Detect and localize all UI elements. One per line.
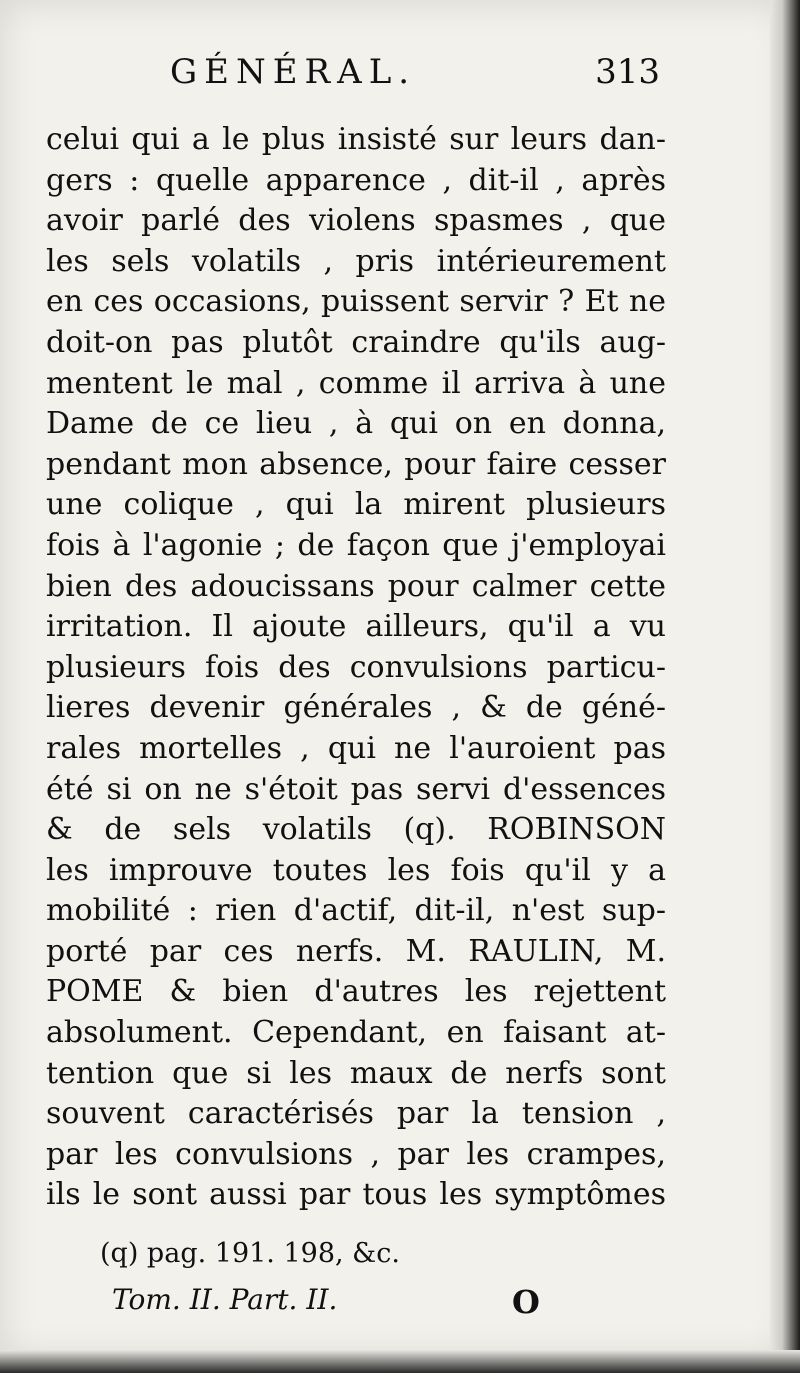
text-line: en ces occasions, puissent servir ? Et ne bbox=[46, 284, 666, 320]
body-text bbox=[46, 120, 666, 1216]
text-line: souvent caractérisés par la tension , bbox=[46, 1096, 666, 1132]
text-line: été si on ne s'étoit pas servi d'essences bbox=[46, 771, 666, 807]
text-line: celui qui a le plus insisté sur leurs dan- bbox=[46, 122, 666, 157]
page-header bbox=[170, 52, 660, 96]
text-line: rales mortelles , qui ne l'auroient pas bbox=[46, 730, 666, 766]
footnote: (q) pag. 191. 198, &c. bbox=[100, 1238, 400, 1269]
page-edge-right bbox=[770, 0, 800, 1373]
page-edge-bottom bbox=[0, 1350, 800, 1373]
text-line: absolument. Cependant, en faisant at- bbox=[46, 1015, 666, 1051]
text-line: plusieurs fois des convulsions particu- bbox=[46, 649, 666, 685]
text-line: ils le sont aussi par tous les symptômes bbox=[46, 1177, 666, 1213]
text-line: avoir parlé des violens spasmes , que bbox=[46, 203, 666, 239]
text-line: Dame de ce lieu , à qui on en donna, bbox=[46, 406, 666, 442]
text-line: fois à l'agonie ; de façon que j'employai bbox=[46, 527, 666, 563]
text-line: & de sels volatils (q). ROBINSON bbox=[46, 812, 666, 848]
text-line: lieres devenir générales , & de géné- bbox=[46, 690, 666, 726]
text-line: pendant mon absence, pour faire cesser bbox=[46, 446, 666, 482]
text-line: bien des adoucissans pour calmer cette bbox=[46, 568, 666, 604]
signature-line: Tom. II. Part. II. bbox=[112, 1283, 338, 1316]
text-line: tention que si les maux de nerfs sont bbox=[46, 1055, 666, 1091]
text-line: mentent le mal , comme il arriva à une bbox=[46, 365, 666, 401]
text-line: porté par ces nerfs. M. RAULIN, M. bbox=[46, 933, 666, 969]
text-line: les improuve toutes les fois qu'il y a bbox=[46, 852, 666, 888]
signature-mark: O bbox=[512, 1283, 540, 1321]
text-line: mobilité : rien d'actif, dit-il, n'est sup- bbox=[46, 893, 666, 929]
text-line: les sels volatils , pris intérieurement bbox=[46, 243, 666, 279]
text-line: une colique , qui la mirent plusieurs bbox=[46, 487, 666, 523]
page-number: 313 bbox=[595, 52, 660, 92]
running-title: GÉNÉRAL. bbox=[170, 52, 417, 92]
text-line: irritation. Il ajoute ailleurs, qu'il a vu bbox=[46, 609, 666, 645]
text-line: POME & bien d'autres les rejettent bbox=[46, 974, 666, 1010]
text-line: doit-on pas plutôt craindre qu'ils aug- bbox=[46, 324, 666, 360]
text-line: par les convulsions , par les crampes, bbox=[46, 1136, 666, 1172]
text-line: gers : quelle apparence , dit-il , après bbox=[46, 162, 666, 198]
